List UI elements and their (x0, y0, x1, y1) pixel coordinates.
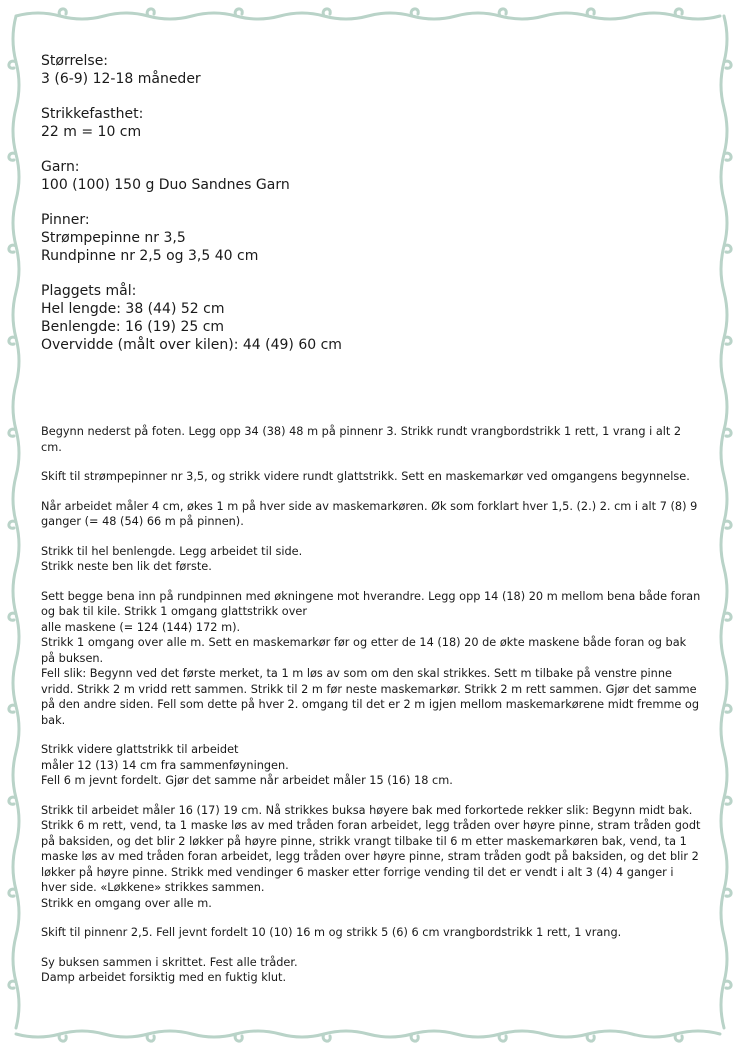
spec-value: Strømpepinne nr 3,5 (41, 230, 186, 246)
instruction-paragraph (41, 499, 701, 530)
instruction-paragraph (41, 424, 701, 455)
spec-label: Strikkefasthet: (41, 106, 144, 122)
instruction-line: Når arbeidet måler 4 cm, økes 1 m på hver side av maskemarkøren. Øk som forklart hver 1,5. (2.) 2. cm i alt 7 (8) 9 ganger (= 48 (54) 66 m på pinnen). (41, 499, 698, 528)
spec-value: 22 m = 10 cm (41, 124, 142, 140)
instruction-line: Begynn nederst på foten. Legg opp 34 (38) 48 m på pinnenr 3. Strikk rundt vrangbordstrikk 1 rett, 1 vrang i alt 2 cm. (41, 425, 682, 454)
instruction-line: Strikk neste ben lik det første. (41, 560, 212, 573)
instruction-line: Sett begge bena inn på rundpinnen med økningene mot hverandre. Legg opp 14 (18) 20 m mellom bena både foran og bak til kile. Strikk 1 omgang glattstrikk over (41, 589, 701, 618)
spec-value: Rundpinne nr 2,5 og 3,5 40 cm (41, 248, 259, 264)
instruction-line: Strikk til hel benlengde. Legg arbeidet til side. (41, 544, 303, 558)
spec-block (41, 211, 701, 265)
spec-value: 3 (6-9) 12-18 måneder (41, 71, 201, 87)
instruction-paragraph (41, 803, 701, 912)
instruction-paragraph (41, 469, 701, 485)
instruction-line: Skift til pinnenr 2,5. Fell jevnt fordelt 10 (10) 16 m og strikk 5 (6) 6 cm vrangbordstrikk 1 rett, 1 vrang. (41, 926, 622, 939)
instruction-line: Strikk en omgang over alle m. (41, 896, 212, 910)
specifications-section (41, 52, 701, 371)
spec-label: Garn: (41, 159, 80, 175)
instruction-paragraph (41, 925, 701, 941)
instruction-paragraph (41, 544, 701, 575)
instruction-line: Strikk videre glattstrikk til arbeidet (41, 743, 239, 756)
spec-value: Benlengde: 16 (19) 25 cm (41, 319, 225, 335)
instructions-section (41, 424, 701, 1000)
instruction-paragraph (41, 589, 701, 729)
spec-label: Størrelse: (41, 53, 109, 69)
spec-value: 100 (100) 150 g Duo Sandnes Garn (41, 177, 290, 193)
spec-label: Plaggets mål: (41, 283, 137, 299)
spec-block (41, 282, 701, 354)
spec-block (41, 52, 701, 88)
instruction-line: måler 12 (13) 14 cm fra sammenføyningen. (41, 758, 289, 772)
spec-value: Overvidde (målt over kilen): 44 (49) 60 cm (41, 337, 342, 353)
instruction-line: alle maskene (= 124 (144) 172 m). (41, 620, 241, 634)
instruction-line: Damp arbeidet forsiktig med en fuktig klut. (41, 971, 287, 984)
instruction-paragraph (41, 955, 701, 986)
instruction-line: Fell slik: Begynn ved det første merket, ta 1 m løs av som om den skal strikkes. Sett m tilbake på venstre pinne vridd. Strikk 2 m vridd rett sammen. Strikk til 2 m før neste maskemarkør. Strikk 2 m rett sammen. Gjør det samme på den andre siden. Fell som dette på hver 2. omgang til det er 2 m igjen mellom maskemarkørene midt fremme og bak. (41, 667, 700, 727)
instruction-line: Strikk til arbeidet måler 16 (17) 19 cm. Nå strikkes buksa høyere bak med forkortede rekker slik: Begynn midt bak. Strikk 6 m rett, vend, ta 1 maske løs av med tråden foran arbeidet, legg tråden over høyre pinne, stram tråden godt på baksiden, og det blir 2 løkker på høyre pinne, strikk vrangt tilbake til 6 m etter maskemarkøren bak, vend, ta 1 maske løs av med tråden foran arbeidet, legg tråden over høyre pinne, stram tråden godt på baksiden, og det blir 2 løkker på høyre pinne. Strikk med vendinger 6 masker etter forrige vending til det er vendt i alt 3 (4) 4 ganger i hver side. «Løkkene» strikkes sammen. (41, 803, 701, 894)
spec-value: Hel lengde: 38 (44) 52 cm (41, 301, 225, 317)
spec-label: Pinner: (41, 212, 90, 228)
spec-block (41, 158, 701, 194)
instruction-line: Fell 6 m jevnt fordelt. Gjør det samme når arbeidet måler 15 (16) 18 cm. (41, 774, 453, 787)
instruction-line: Strikk 1 omgang over alle m. Sett en maskemarkør før og etter de 14 (18) 20 de økte maskene både foran og bak på buksen. (41, 636, 687, 665)
instruction-paragraph (41, 742, 701, 789)
instruction-line: Skift til strømpepinner nr 3,5, og strikk videre rundt glattstrikk. Sett en maskemarkør ved omgangens begynnelse. (41, 470, 690, 483)
spec-block (41, 105, 701, 141)
instruction-line: Sy buksen sammen i skrittet. Fest alle tråder. (41, 955, 298, 969)
